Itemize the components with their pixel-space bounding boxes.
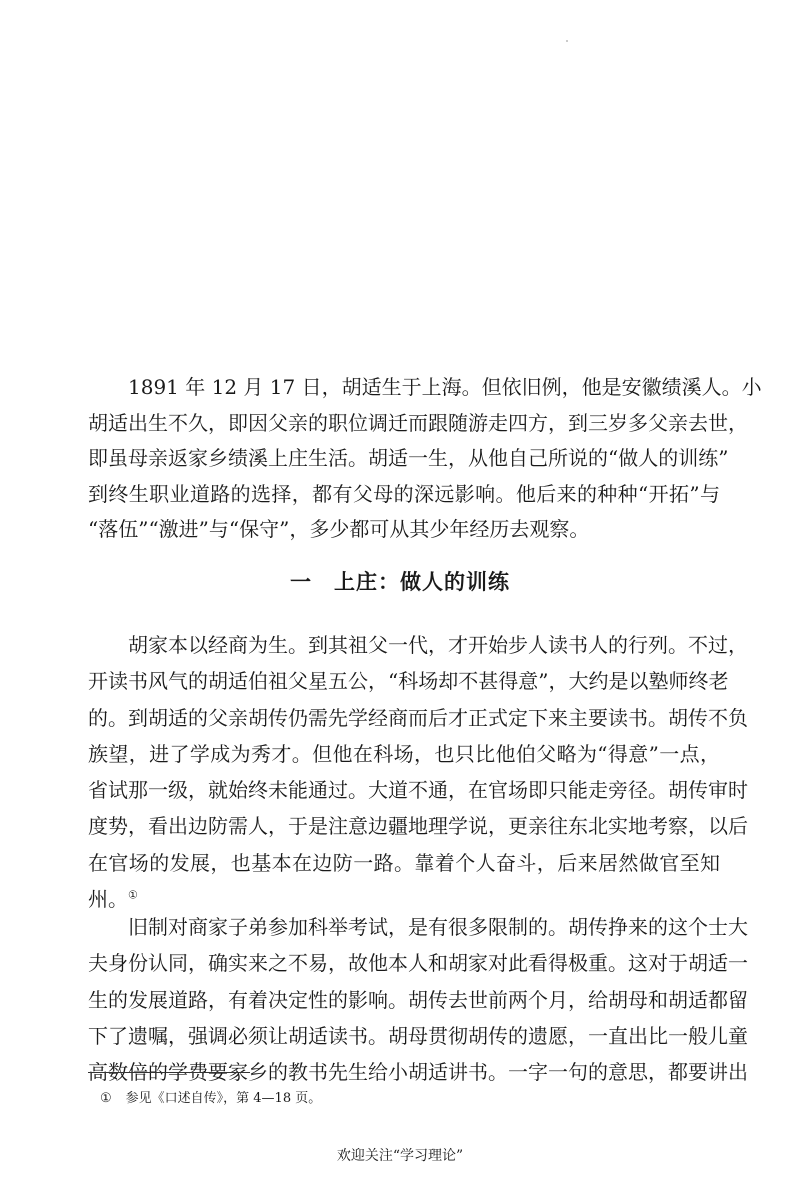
p2-line-4: 下了遗嘱，强调必须让胡适读书。胡母贯彻胡传的遗愿，一直出比一般儿童 — [88, 1023, 748, 1048]
p1-line-2: 开读书风气的胡适伯祖父星五公，“科场却不甚得意”，大约是以塾师终老 — [88, 669, 729, 694]
p2-line-3: 生的发展道路，有着决定性的影响。胡传去世前两个月，给胡母和胡适都留 — [88, 987, 748, 1012]
p1-line-3: 的。到胡适的父亲胡传仍需先学经商而后才正式定下来主要读书。胡传不负 — [88, 705, 748, 730]
p1-line-5: 省试那一级，就始终未能通过。大道不通，在官场即只能走旁径。胡传审时 — [88, 778, 748, 803]
p2-line-1: 旧制对商家子弟参加科举考试，是有很多限制的。胡传挣来的这个士大 — [128, 915, 748, 939]
footnote-divider — [88, 1072, 250, 1073]
p1-line-6: 度势，看出边防需人，于是注意边疆地理学说，更亲往东北实地考察，以后 — [88, 814, 748, 839]
p1-line-7: 在官场的发展，也基本在边防一路。靠着个人奋斗，后来居然做官至知 — [88, 850, 720, 875]
intro-line-5: “落伍”“激进”与“保守”，多少都可从其少年经历去观察。 — [88, 517, 590, 541]
p2-line-5: 高数倍的学费要家乡的教书先生给小胡适讲书。一字一句的意思，都要讲出 — [88, 1060, 748, 1085]
p1-line-1: 胡家本以经商为生。到其祖父一代，才开始步人读书人的行列。不过， — [128, 633, 748, 657]
intro-paragraph — [88, 370, 762, 548]
body-paragraph-2 — [88, 909, 748, 1090]
p1-line-4: 族望，进了学成为秀才。但他在科场，也只比他伯父略为“得意”一点， — [88, 741, 720, 766]
intro-line-2: 胡适出生不久，即因父亲的职位调迁而跟随游走四方，到三岁多父亲去世， — [88, 410, 748, 435]
intro-line-3: 即虽母亲返家乡绩溪上庄生活。胡适一生，从他自己所说的“做人的训练” — [88, 446, 729, 470]
footnote-text: 参见《口述自传》，第 4—18 页。 — [125, 1091, 322, 1106]
section-number: 一 — [290, 570, 312, 594]
p2-line-2: 夫身份认同，确实来之不易，故他本人和胡家对此看得极重。这对于胡适一 — [88, 951, 748, 976]
p1-line-8-text: 州。 — [88, 887, 128, 912]
scan-speck — [566, 40, 568, 42]
page-footer: 欢迎关注“学习理论” — [336, 1148, 464, 1164]
intro-line-4: 到终生职业道路的选择，都有父母的深远影响。他后来的种种“开拓”与 — [88, 481, 720, 506]
body-paragraph-1 — [88, 627, 748, 917]
section-title: 上庄：做人的训练 — [334, 570, 510, 594]
footnote — [100, 1090, 321, 1108]
section-heading — [0, 566, 800, 596]
intro-line-1: 1891 年 12 月 17 日，胡适生于上海。但依旧例，他是安徽绩溪人。小 — [128, 375, 762, 399]
footnote-mark: ① — [100, 1091, 112, 1106]
footnote-reference[interactable]: ① — [128, 888, 138, 902]
